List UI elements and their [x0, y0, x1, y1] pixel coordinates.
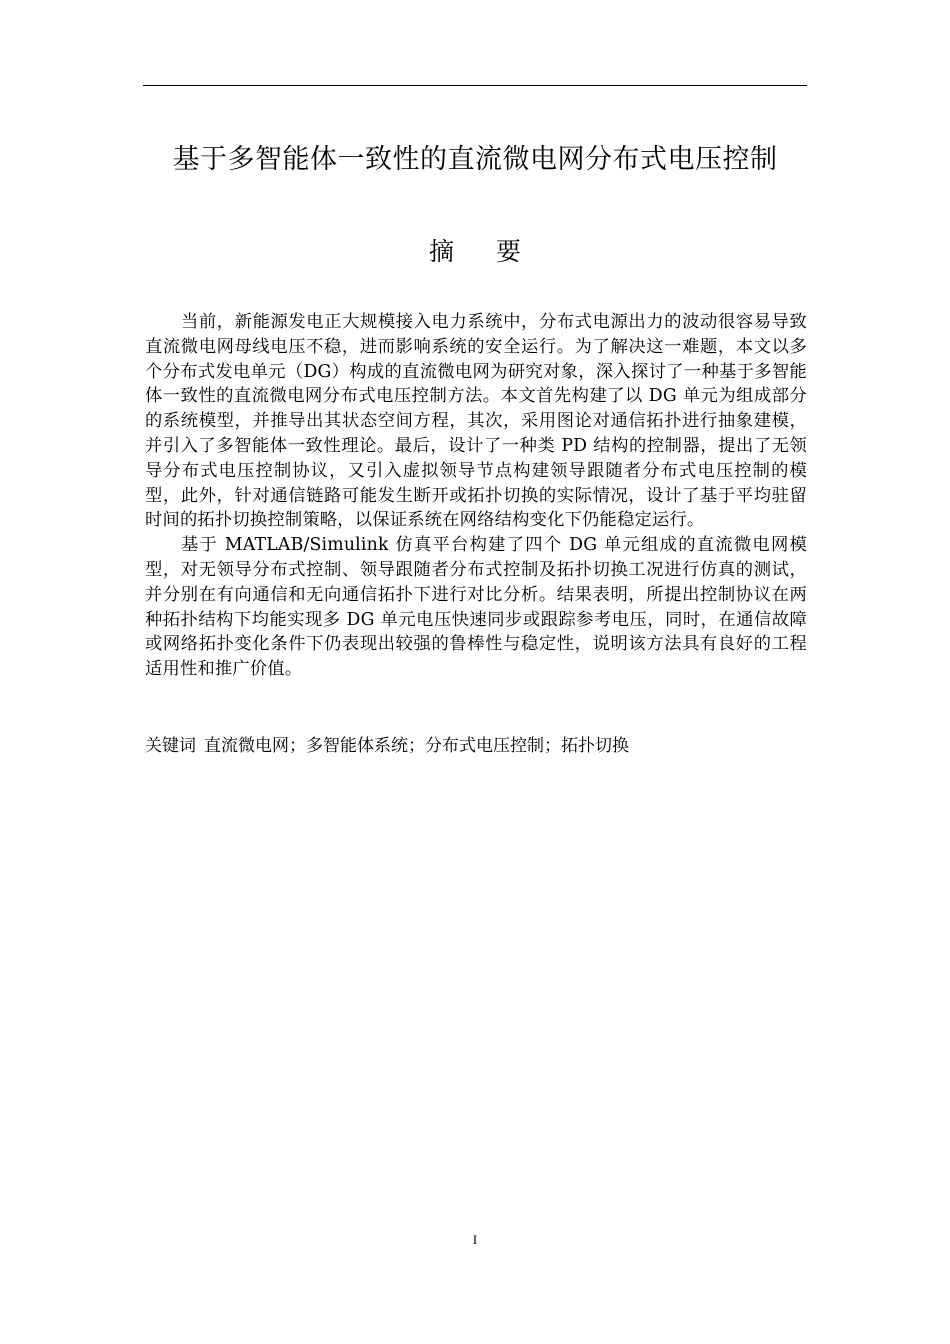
- page-number: I: [472, 1232, 478, 1247]
- abstract-paragraph-2: 基于 MATLAB/Simulink 仿真平台构建了四个 DG 单元组成的直流微电网模型，对无领导分布式控制、领导跟随者分布式控制及拓扑切换工况进行仿真的测试，并分别在有向通信和无向通信拓扑下进行对比分析。结果表明，所提出控制协议在两种拓扑结构下均能实现多 DG 单元电压快速同步或跟踪参考电压，同时，在通信故障或网络拓扑变化条件下仍表现出较强的鲁棒性与稳定性，说明该方法具有良好的工程适用性和推广价值。: [145, 535, 807, 680]
- abstract-heading-char-2: 要: [496, 237, 522, 266]
- abstract-paragraph-1: 当前，新能源发电正大规模接入电力系统中，分布式电源出力的波动很容易导致直流微电网母线电压不稳，进而影响系统的安全运行。为了解决这一难题，本文以多个分布式发电单元（DG）构成的直流微电网为研究对象，深入探讨了一种基于多智能体一致性的直流微电网分布式电压控制方法。本文首先构建了以 DG 单元为组成部分的系统模型，并推导出其状态空间方程，其次，采用图论对通信拓扑进行抽象建模，并引入了多智能体一致性理论。最后，设计了一种类 PD 结构的控制器，提出了无领导分布式电压控制协议，又引入虚拟领导节点构建领导跟随者分布式电压控制的模型，此外，针对通信链路可能发生断开或拓扑切换的实际情况，设计了基于平均驻留时间的拓扑切换控制策略，以保证系统在网络结构变化下仍能稳定运行。: [145, 312, 807, 531]
- abstract-body: [145, 310, 807, 682]
- keywords-label: 关键词: [145, 736, 196, 756]
- abstract-heading-char-1: 摘: [428, 237, 454, 266]
- keywords-line: [145, 734, 807, 758]
- keywords-list: 直流微电网；多智能体系统；分布式电压控制；拓扑切换: [204, 736, 629, 756]
- thesis-title: 基于多智能体一致性的直流微电网分布式电压控制: [172, 144, 778, 175]
- abstract-heading: [0, 232, 950, 272]
- header-rule: [143, 85, 807, 86]
